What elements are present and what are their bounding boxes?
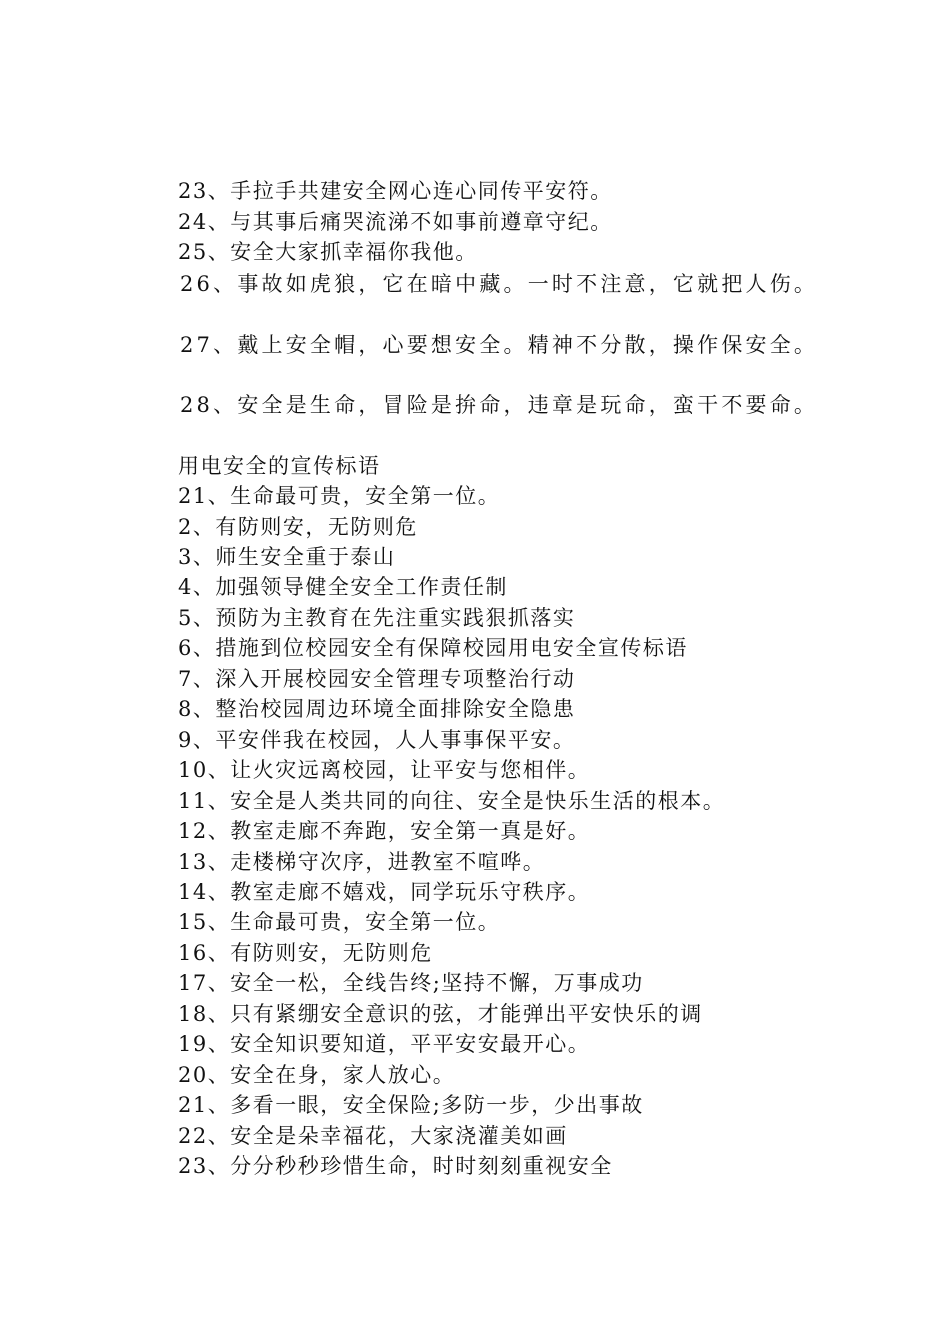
slogan-line: 22、安全是朵幸福花，大家浇灌美如画 (178, 1124, 568, 1148)
slogan-line: 28、安全是生命，冒险是拚命，违章是玩命，蛮干不要命。 (180, 393, 819, 417)
slogan-line: 21、生命最可贵，安全第一位。 (178, 484, 501, 508)
slogan-line: 3、师生安全重于泰山 (178, 545, 396, 569)
slogan-line: 5、预防为主教育在先注重实践狠抓落实 (178, 606, 576, 630)
slogan-line: 17、安全一松，全线告终;坚持不懈，万事成功 (178, 971, 644, 995)
slogan-line: 8、整治校园周边环境全面排除安全隐患 (178, 697, 576, 721)
slogan-line: 4、加强领导健全安全工作责任制 (178, 575, 508, 599)
slogan-line: 14、教室走廊不嬉戏，同学玩乐守秩序。 (178, 880, 591, 904)
slogan-line: 18、只有紧绷安全意识的弦，才能弹出平安快乐的调 (178, 1002, 703, 1026)
slogan-line: 10、让火灾远离校园，让平安与您相伴。 (178, 758, 591, 782)
slogan-line: 2、有防则安，无防则危 (178, 515, 418, 539)
slogan-line: 23、分分秒秒珍惜生命，时时刻刻重视安全 (178, 1154, 613, 1178)
slogan-line: 11、安全是人类共同的向往、安全是快乐生活的根本。 (178, 789, 726, 813)
slogan-line: 24、与其事后痛哭流涕不如事前遵章守纪。 (178, 210, 613, 234)
slogan-line: 15、生命最可贵，安全第一位。 (178, 910, 501, 934)
slogan-line: 12、教室走廊不奔跑，安全第一真是好。 (178, 819, 591, 843)
slogan-line: 21、多看一眼，安全保险;多防一步，少出事故 (178, 1093, 644, 1117)
slogan-line: 23、手拉手共建安全网心连心同传平安符。 (178, 179, 613, 203)
slogan-line: 6、措施到位校园安全有保障校园用电安全宣传标语 (178, 636, 688, 660)
section-title: 用电安全的宣传标语 (178, 454, 381, 478)
slogan-line: 20、安全在身，家人放心。 (178, 1063, 456, 1087)
slogan-line: 26、事故如虎狼，它在暗中藏。一时不注意，它就把人伤。 (180, 272, 819, 296)
slogan-line: 27、戴上安全帽，心要想安全。精神不分散，操作保安全。 (180, 333, 819, 357)
slogan-line: 13、走楼梯守次序，进教室不喧哗。 (178, 850, 546, 874)
slogan-line: 7、深入开展校园安全管理专项整治行动 (178, 667, 576, 691)
slogan-line: 16、有防则安，无防则危 (178, 941, 433, 965)
slogan-line: 19、安全知识要知道，平平安安最开心。 (178, 1032, 591, 1056)
slogan-line: 25、安全大家抓幸福你我他。 (178, 240, 478, 264)
slogan-line: 9、平安伴我在校园，人人事事保平安。 (178, 728, 576, 752)
